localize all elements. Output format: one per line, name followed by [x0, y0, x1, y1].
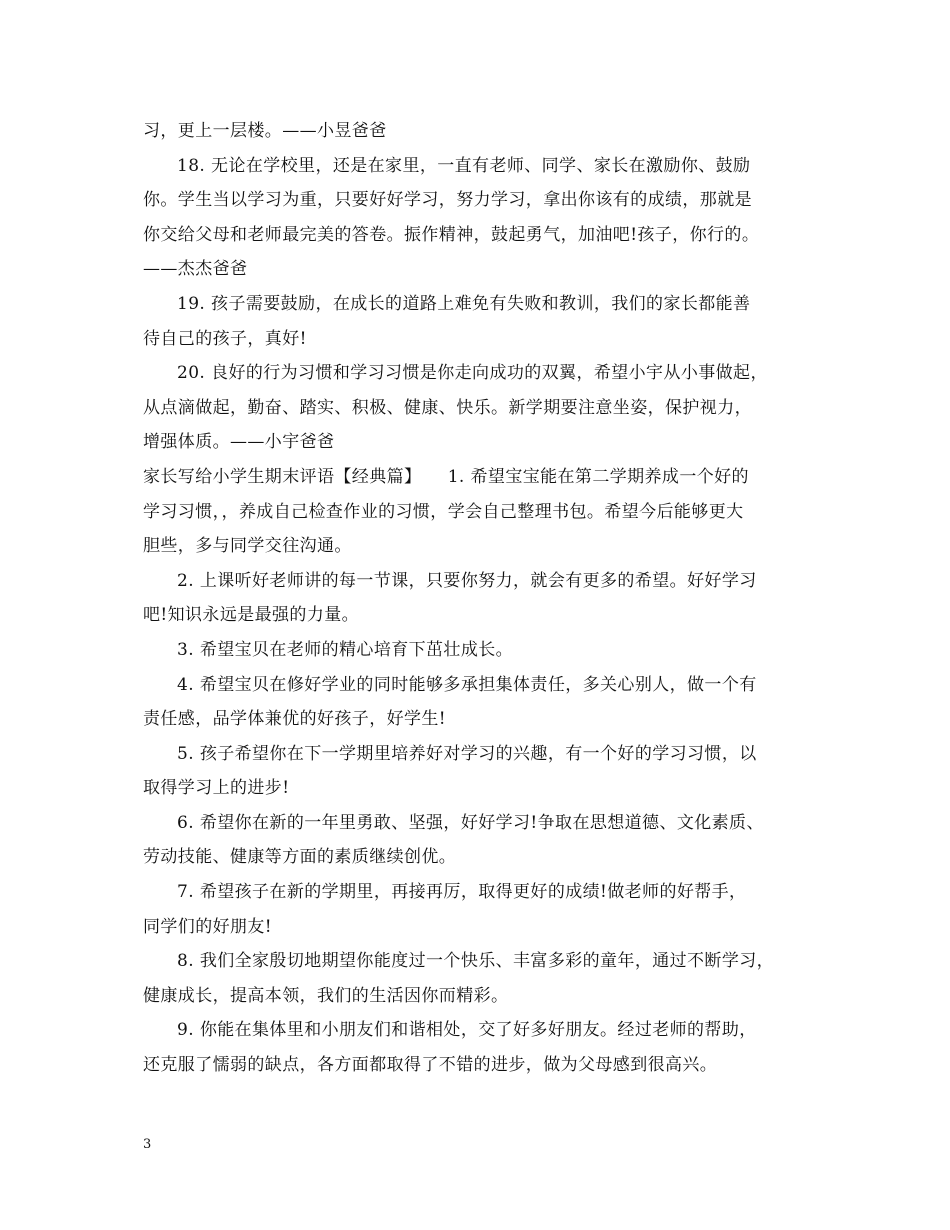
text-line: 7. 希望孩子在新的学期里，再接再厉，取得更好的成绩!做老师的好帮手， — [177, 882, 747, 903]
text-line: 家长写给小学生期末评语【经典篇】 1. 希望宝宝能在第二学期养成一个好的 — [143, 466, 749, 487]
body-text — [143, 114, 815, 1083]
text-line: ——杰杰爸爸 — [143, 259, 248, 280]
text-line: 习，更上一层楼。——小昱爸爸 — [143, 121, 387, 141]
text-line: 同学们的好朋友! — [143, 916, 273, 937]
text-line: 3. 希望宝贝在老师的精心培育下茁壮成长。 — [177, 639, 514, 660]
text-line: 胆些，多与同学交往沟通。 — [143, 536, 352, 557]
text-line: 还克服了懦弱的缺点，各方面都取得了不错的进步，做为父母感到很高兴。 — [143, 1055, 718, 1076]
text-line: 你。学生当以学习为重，只要好好学习，努力学习，拿出你该有的成绩，那就是 — [143, 190, 752, 211]
text-line: 增强体质。——小宇爸爸 — [143, 432, 335, 453]
text-line: 4. 希望宝贝在修好学业的同时能够多承担集体责任，多关心别人，做一个有 — [177, 674, 757, 695]
text-line: 9. 你能在集体里和小朋友们和谐相处，交了好多好朋友。经过老师的帮助， — [177, 1020, 757, 1041]
text-line: 2. 上课听好老师讲的每一节课，只要你努力，就会有更多的希望。好好学习 — [177, 570, 757, 591]
text-line: 劳动技能、健康等方面的素质继续创优。 — [143, 847, 457, 868]
text-line: 责任感，品学体兼优的好孩子，好学生! — [143, 709, 447, 730]
text-line: 吧!知识永远是最强的力量。 — [143, 605, 360, 626]
text-line: 取得学习上的进步! — [143, 778, 290, 799]
text-line: 你交给父母和老师最完美的答卷。振作精神，鼓起勇气，加油吧!孩子，你行的。 — [143, 224, 760, 245]
text-line: 8. 我们全家殷切地期望你能度过一个快乐、丰富多彩的童年，通过不断学习， — [177, 951, 775, 972]
text-line: 18. 无论在学校里，还是在家里，一直有老师、同学、家长在激励你、鼓励 — [177, 155, 751, 176]
text-line: 19. 孩子需要鼓励，在成长的道路上难免有失败和教训，我们的家长都能善 — [177, 293, 751, 314]
text-line: 健康成长，提高本领，我们的生活因你而精彩。 — [143, 985, 509, 1006]
text-line: 6. 希望你在新的一年里勇敢、坚强，好好学习!争取在思想道德、文化素质、 — [177, 812, 764, 833]
text-line: 待自己的孩子，真好! — [143, 328, 307, 349]
text-line: 20. 良好的行为习惯和学习习惯是你走向成功的双翼，希望小宇从小事做起， — [177, 363, 768, 384]
text-line: 学习习惯，，养成自己检查作业的习惯，学会自己整理书包。希望今后能够更大 — [143, 501, 744, 522]
text-line: 从点滴做起，勤奋、踏实、积极、健康、快乐。新学期要注意坐姿，保护视力， — [143, 397, 752, 418]
page-number: 3 — [143, 1137, 152, 1152]
text-line: 5. 孩子希望你在下一学期里培养好对学习的兴趣，有一个好的学习习惯，以 — [177, 743, 757, 764]
